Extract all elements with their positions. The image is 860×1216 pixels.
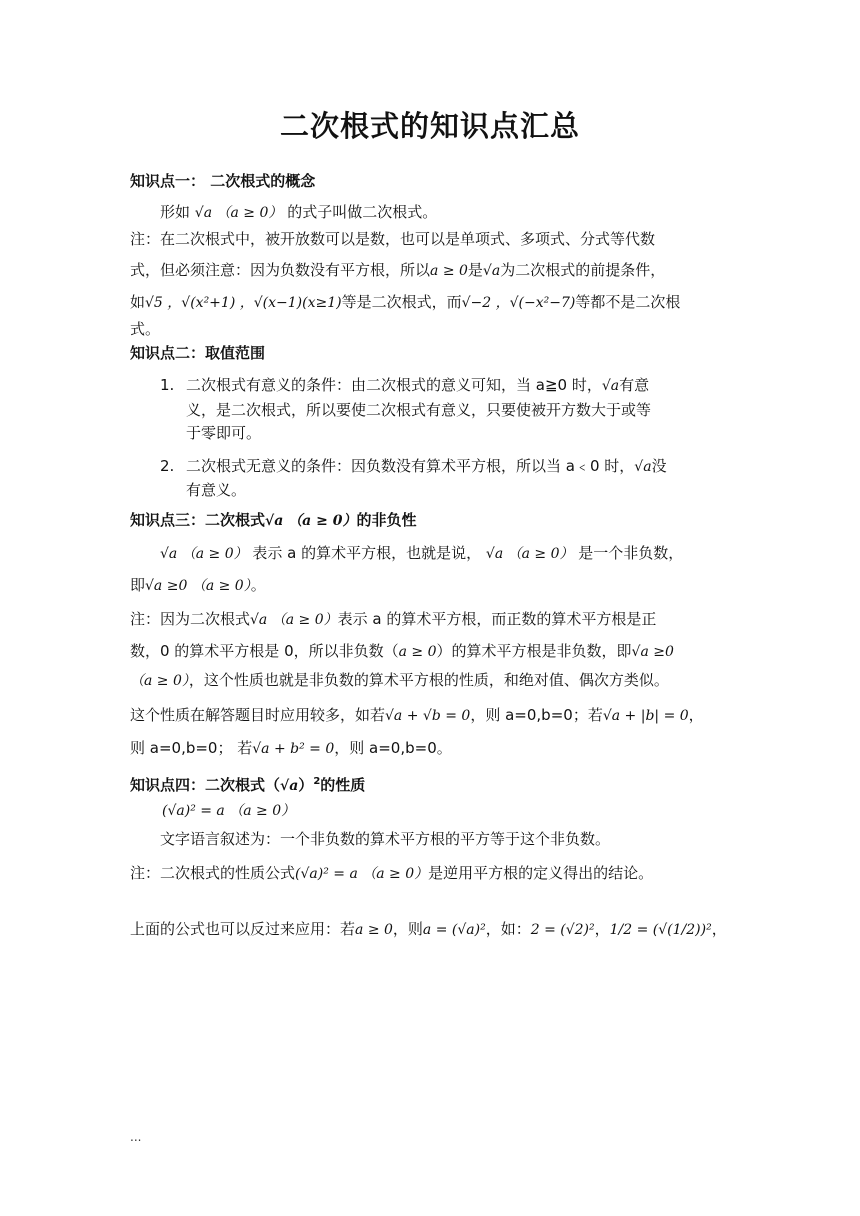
math-formula: √a （a ≥ 0）	[265, 513, 357, 529]
s4-note-1	[130, 862, 653, 885]
math-formula: √a + b² = 0	[252, 741, 335, 757]
text: 是一个非负数，	[578, 544, 684, 562]
text: ，	[594, 920, 610, 938]
text: 则 a=0,b=0； 若	[130, 739, 253, 757]
s3-line-2	[130, 574, 266, 597]
s2-item-2-line-1	[186, 455, 667, 478]
text: 的性质	[320, 776, 366, 794]
s1-definition	[160, 201, 437, 224]
text: 等都不是二次根	[575, 293, 681, 311]
list-number: 1.	[160, 376, 175, 394]
math-formula: √a （a ≥ 0）	[485, 546, 574, 562]
text: 形如	[160, 203, 191, 221]
math-formula: a ≥ 0	[398, 644, 437, 660]
s1-note-1: 注：在二次根式中，被开放数可以是数，也可以是单项式、多项式、分式等代数	[130, 230, 656, 248]
text: 如	[130, 293, 146, 311]
footer-ellipsis: ...	[130, 1130, 142, 1144]
text: 。	[250, 576, 266, 594]
s1-note-3	[130, 291, 680, 314]
math-formula: a = (√a)²	[422, 922, 486, 938]
s2-item-2-line-2: 有意义。	[186, 481, 247, 499]
s4-line-1: 文字语言叙述为：一个非负数的算术平方根的平方等于这个非负数。	[160, 830, 611, 848]
text: 二次根式有意义的条件：由二次根式的意义可知，当 a≧0 时，	[186, 376, 602, 394]
math-formula: (√a)² = a （a ≥ 0）	[295, 866, 429, 882]
math-formula: a ≥ 0	[355, 922, 393, 938]
s2-item-1-line-3: 于零即可。	[186, 424, 262, 442]
math-formula: √a + |b| = 0	[602, 708, 689, 724]
section-4-heading	[130, 771, 365, 797]
math-formula: √a （a ≥ 0）	[160, 546, 248, 562]
math-formula: √a （a ≥ 0）	[194, 205, 283, 221]
s3-line-1	[160, 542, 683, 565]
text: ，如：	[485, 920, 531, 938]
math-formula: √a	[280, 778, 299, 794]
math-formula: √a + √b = 0	[385, 708, 471, 724]
math-formula: √a ≥0 （a ≥ 0）	[145, 578, 251, 594]
text: 这个性质在解答题目时应用较多，如若	[130, 706, 386, 724]
section-3-heading	[130, 509, 416, 532]
text: 数，0 的算术平方根是 0，所以非负数（	[130, 642, 399, 660]
math-formula: √a	[601, 378, 620, 394]
s1-note-4: 式。	[130, 320, 161, 338]
s3-note-5	[130, 737, 452, 760]
section-2-heading: 知识点二：取值范围	[130, 344, 266, 362]
text: ）	[298, 776, 314, 794]
math-formula: （a ≥ 0）	[130, 673, 189, 689]
math-formula: √a ≥0	[631, 644, 674, 660]
text: 的非负性	[356, 511, 417, 529]
text: 注：因为二次根式	[130, 610, 251, 628]
text: 二次根式无意义的条件：因负数没有算术平方根，所以当 a﹤0 时，	[186, 457, 635, 475]
text: ，这个性质也就是非负数的算术平方根的性质，和绝对值、偶次方类似。	[188, 671, 669, 689]
math-formula: √−2 ，√(−x²−7)	[461, 295, 576, 311]
math-formula: √a （a ≥ 0）	[250, 612, 338, 628]
text: 的式子叫做二次根式。	[287, 203, 438, 221]
text: 知识点三：二次根式	[130, 511, 266, 529]
math-formula: 2 = (√2)²	[530, 922, 595, 938]
math-formula: √a	[482, 263, 501, 279]
text: ，	[711, 920, 727, 938]
math-formula: 1/2 = (√(1/2))²	[609, 922, 712, 938]
text: ，则 a=0,b=0。	[334, 739, 452, 757]
text: 表示 a 的算术平方根，也就是说，	[252, 544, 482, 562]
s4-note-2	[130, 918, 727, 941]
text: ，	[688, 706, 704, 724]
math-formula: a ≥ 0	[430, 263, 468, 279]
text: 注：二次根式的性质公式	[130, 864, 296, 882]
text: 即	[130, 576, 146, 594]
s3-note-2	[130, 640, 674, 663]
section-1-heading: 知识点一： 二次根式的概念	[130, 172, 316, 190]
s2-item-1-line-2: 义，是二次根式，所以要使二次根式有意义，只要使被开方数大于或等	[186, 401, 652, 419]
list-number: 2.	[160, 457, 175, 475]
text: 知识点四：二次根式（	[130, 776, 281, 794]
math-formula: √5 ，√(x²+1) ，√(x−1)(x≥1)	[145, 295, 342, 311]
s3-note-1	[130, 608, 656, 631]
text: 没	[651, 457, 667, 475]
text: 为二次根式的前提条件，	[500, 261, 666, 279]
page-title: 二次根式的知识点汇总	[279, 109, 580, 143]
math-formula: √a	[634, 459, 652, 475]
s1-note-2	[130, 259, 665, 282]
text: ）的算术平方根是非负数，即	[436, 642, 632, 660]
text: 是	[467, 261, 483, 279]
text: ，则 a=0,b=0；若	[470, 706, 603, 724]
text: ，则	[392, 920, 423, 938]
text: 是逆用平方根的定义得出的结论。	[428, 864, 654, 882]
text: 表示 a 的算术平方根，而正数的算术平方根是正	[337, 610, 657, 628]
s3-note-3	[130, 669, 669, 692]
s4-formula: (√a)² = a （a ≥ 0）	[162, 803, 296, 819]
superscript: 2	[313, 776, 321, 787]
text: 式，但必须注意：因为负数没有平方根，所以	[130, 261, 431, 279]
s2-item-1-line-1	[186, 374, 649, 397]
s3-note-4	[130, 704, 704, 727]
text: 等是二次根式，而	[341, 293, 462, 311]
text: 有意	[619, 376, 650, 394]
text: 上面的公式也可以反过来应用：若	[130, 920, 356, 938]
